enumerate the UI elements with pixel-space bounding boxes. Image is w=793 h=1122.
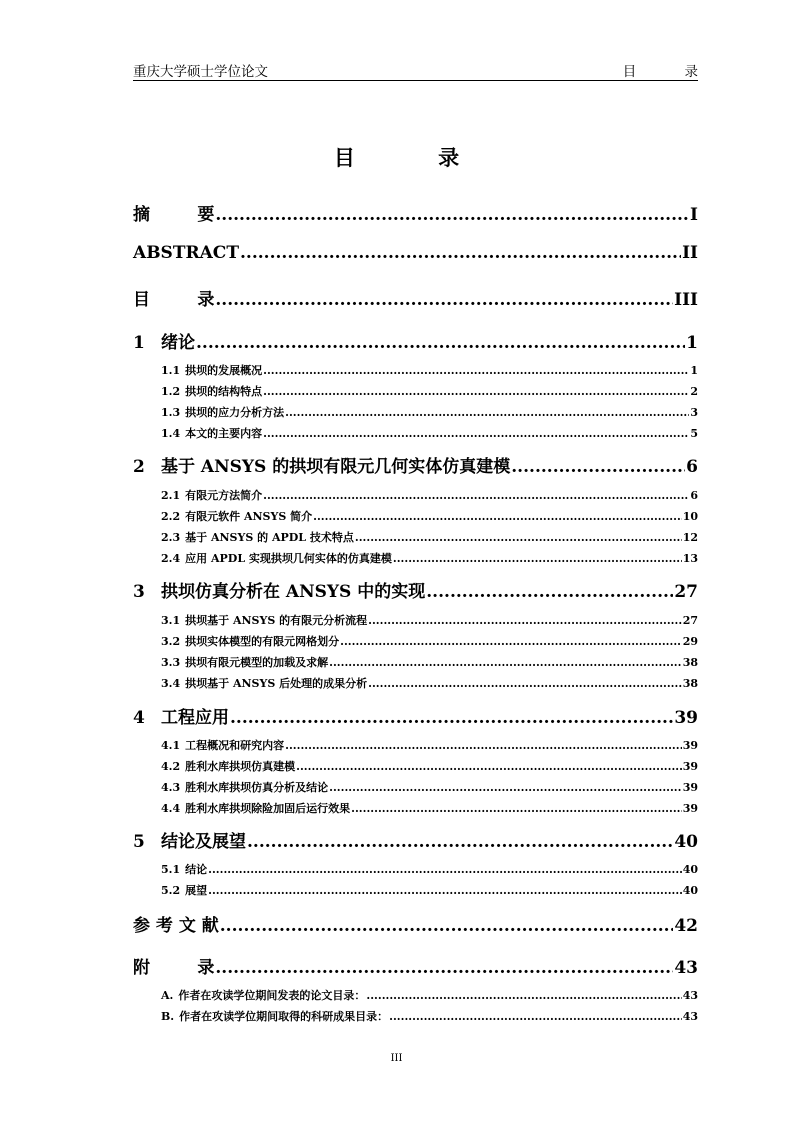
toc-dot-leader xyxy=(215,958,673,978)
toc-dot-leader xyxy=(285,739,682,752)
toc-entry-page: 6 xyxy=(686,457,698,477)
toc-chapter-entry[interactable] xyxy=(133,200,698,225)
toc-dot-leader xyxy=(208,863,682,876)
toc-dot-leader xyxy=(230,708,673,728)
header-thesis-title: 重庆大学硕士学位论文 xyxy=(133,64,268,80)
toc-entry-page: 1 xyxy=(690,364,698,377)
toc-dot-leader xyxy=(329,656,682,669)
toc-entry-label: 胜利水库拱坝仿真分析及结论 xyxy=(185,781,329,794)
toc-chapter-entry[interactable] xyxy=(133,452,698,477)
toc-section-entry[interactable] xyxy=(133,882,698,898)
toc-section-entry[interactable] xyxy=(133,362,698,378)
toc-entry-number: 2.4 xyxy=(161,552,181,565)
toc-chapter-entry[interactable] xyxy=(133,911,698,936)
toc-entry-number: 3.2 xyxy=(161,635,181,648)
toc-entry-page: 43 xyxy=(682,989,698,1002)
toc-entry-label: 拱坝基于 ANSYS 后处理的成果分析 xyxy=(185,677,368,690)
toc-entry-number: 1 xyxy=(133,333,145,353)
toc-section-entry[interactable] xyxy=(133,1008,698,1024)
toc-entry-label: 有限元方法简介 xyxy=(185,489,263,502)
toc-entry-page: 29 xyxy=(682,635,698,648)
toc-dot-leader xyxy=(263,427,689,440)
toc-dot-leader xyxy=(220,916,674,936)
toc-entry-number: 5 xyxy=(133,832,145,852)
toc-section-entry[interactable] xyxy=(133,987,698,1003)
toc-section-entry[interactable] xyxy=(133,737,698,753)
toc-chapter-entry[interactable] xyxy=(133,827,698,852)
toc-entry-number: 1.4 xyxy=(161,427,181,440)
toc-dot-leader xyxy=(263,364,689,377)
toc-entry-label: 绪论 xyxy=(161,333,195,353)
toc-entry-label: 目 录 xyxy=(133,290,215,310)
toc-entry-label: 展望 xyxy=(185,884,208,897)
toc-entry-number: 4.2 xyxy=(161,760,181,773)
toc-entry-label: 结论及展望 xyxy=(161,832,246,852)
toc-entry-page: 27 xyxy=(682,614,698,627)
toc-dot-leader xyxy=(215,205,689,225)
toc-dot-leader xyxy=(215,290,673,310)
toc-entry-number: 4 xyxy=(133,708,145,728)
toc-entry-page: 3 xyxy=(690,406,698,419)
toc-section-entry[interactable] xyxy=(133,675,698,691)
toc-entry-label: 基于 ANSYS 的拱坝有限元几何实体仿真建模 xyxy=(161,457,511,477)
toc-entry-page: 6 xyxy=(690,489,698,502)
toc-dot-leader xyxy=(393,552,682,565)
toc-dot-leader xyxy=(329,781,682,794)
toc-entry-number: 1.3 xyxy=(161,406,181,419)
toc-dot-leader xyxy=(208,884,682,897)
toc-section-entry[interactable] xyxy=(133,404,698,420)
toc-entry-page: 43 xyxy=(674,958,698,978)
toc-section-entry[interactable] xyxy=(133,758,698,774)
toc-entry-number: 3.1 xyxy=(161,614,181,627)
toc-entry-page: 27 xyxy=(674,582,698,602)
toc-chapter-entry[interactable] xyxy=(133,953,698,978)
toc-dot-leader xyxy=(196,333,685,353)
toc-entry-label: 拱坝的结构特点 xyxy=(185,385,263,398)
toc-entry-number: 3.4 xyxy=(161,677,181,690)
toc-entry-label: 拱坝有限元模型的加载及求解 xyxy=(185,656,329,669)
toc-section-entry[interactable] xyxy=(133,654,698,670)
toc-entry-number: 2.3 xyxy=(161,531,181,544)
toc-dot-leader xyxy=(247,832,673,852)
toc-section-entry[interactable] xyxy=(133,612,698,628)
toc-entry-label: 摘 要 xyxy=(133,205,215,225)
toc-entry-number: 1.2 xyxy=(161,385,181,398)
toc-entry-page: 40 xyxy=(682,884,698,897)
toc-dot-leader xyxy=(368,677,682,690)
toc-entry-label: 拱坝基于 ANSYS 的有限元分析流程 xyxy=(185,614,368,627)
toc-entry-label: 工程应用 xyxy=(161,708,229,728)
page-header xyxy=(133,58,720,81)
toc-entry-label: 工程概况和研究内容 xyxy=(185,739,285,752)
toc-entry-number: 5.1 xyxy=(161,863,181,876)
toc-entry-label: 参 考 文 献 xyxy=(133,916,219,936)
toc-dot-leader xyxy=(351,802,682,815)
toc-entry-number: 1.1 xyxy=(161,364,181,377)
toc-entry-page: 39 xyxy=(682,781,698,794)
toc-dot-leader xyxy=(355,531,682,544)
toc-entry-number: 4.1 xyxy=(161,739,181,752)
toc-section-entry[interactable] xyxy=(133,425,698,441)
toc-entry-page: III xyxy=(674,290,698,310)
toc-entry-label: 附 录 xyxy=(133,958,215,978)
toc-entry-label: 拱坝实体模型的有限元网格划分 xyxy=(185,635,340,648)
toc-entry-number: 2.2 xyxy=(161,510,181,523)
toc-entry-page: 39 xyxy=(682,802,698,815)
toc-dot-leader xyxy=(426,582,673,602)
toc-entry-label: 作者在攻读学位期间发表的论文目录： xyxy=(178,989,366,1002)
toc-entry-page: 39 xyxy=(682,760,698,773)
toc-dot-leader xyxy=(313,510,682,523)
toc-entry-page: 40 xyxy=(682,863,698,876)
toc-entry-label: 拱坝仿真分析在 ANSYS 中的实现 xyxy=(161,582,426,602)
toc-entry-number: 2.1 xyxy=(161,489,181,502)
toc-dot-leader xyxy=(368,614,682,627)
toc-section-entry[interactable] xyxy=(133,508,698,524)
toc-dot-leader xyxy=(285,406,689,419)
toc-entry-label: 拱坝的应力分析方法 xyxy=(185,406,285,419)
toc-entry-page: 13 xyxy=(682,552,698,565)
toc-entry-page: 2 xyxy=(690,385,698,398)
toc-dot-leader xyxy=(263,385,689,398)
toc-chapter-entry[interactable] xyxy=(133,285,698,310)
toc-chapter-entry[interactable] xyxy=(133,328,698,353)
toc-entry-label: 胜利水库拱坝仿真建模 xyxy=(185,760,296,773)
toc-entry-label: 有限元软件 ANSYS 简介 xyxy=(185,510,313,523)
toc-dot-leader xyxy=(366,989,681,1002)
toc-entry-page: 39 xyxy=(682,739,698,752)
toc-chapter-entry[interactable] xyxy=(133,703,698,728)
toc-entry-number: 4.4 xyxy=(161,802,181,815)
toc-entry-label: 本文的主要内容 xyxy=(185,427,263,440)
toc-entry-page: 10 xyxy=(682,510,698,523)
toc-entry-label: 作者在攻读学位期间取得的科研成果目录： xyxy=(179,1010,389,1023)
toc-entry-number: 3.3 xyxy=(161,656,181,669)
toc-entry-label: 胜利水库拱坝除险加固后运行效果 xyxy=(185,802,351,815)
toc-entry-page: I xyxy=(690,205,698,225)
toc-section-entry[interactable] xyxy=(133,779,698,795)
page-title: 目 录 xyxy=(333,145,498,170)
toc-section-entry[interactable] xyxy=(133,487,698,503)
toc-dot-leader xyxy=(389,1010,682,1023)
toc-entry-label: 拱坝的发展概况 xyxy=(185,364,263,377)
toc-dot-leader xyxy=(511,457,685,477)
toc-section-entry[interactable] xyxy=(133,861,698,877)
toc-entry-number: B. xyxy=(161,1010,175,1023)
toc-entry-number: A. xyxy=(161,989,174,1002)
toc-entry-page: 38 xyxy=(682,677,698,690)
toc-section-entry[interactable] xyxy=(133,800,698,816)
toc-entry-page: 12 xyxy=(682,531,698,544)
toc-dot-leader xyxy=(296,760,682,773)
toc-chapter-entry[interactable] xyxy=(133,577,698,602)
toc-section-entry[interactable] xyxy=(133,529,698,545)
toc-entry-number: 4.3 xyxy=(161,781,181,794)
toc-section-entry[interactable] xyxy=(133,383,698,399)
page-number: III xyxy=(390,1053,403,1064)
toc-entry-label: 基于 ANSYS 的 APDL 技术特点 xyxy=(185,531,354,544)
toc-entry-page: 40 xyxy=(674,832,698,852)
toc-entry-page: 1 xyxy=(686,333,698,353)
toc-entry-number: 5.2 xyxy=(161,884,181,897)
toc-section-entry[interactable] xyxy=(133,633,698,649)
toc-entry-number: 3 xyxy=(133,582,145,602)
toc-entry-page: 39 xyxy=(674,708,698,728)
toc-chapter-entry[interactable] xyxy=(133,243,698,265)
header-section-title: 目 录 xyxy=(622,64,720,80)
toc-dot-leader xyxy=(340,635,682,648)
toc-entry-page: 38 xyxy=(682,656,698,669)
toc-entry-page: 43 xyxy=(682,1010,698,1023)
toc-entry-page: 42 xyxy=(674,916,698,936)
toc-dot-leader xyxy=(263,489,689,502)
toc-dot-leader xyxy=(240,243,681,263)
toc-entry-number: 2 xyxy=(133,457,145,477)
toc-entry-page: 5 xyxy=(690,427,698,440)
toc-entry-label: 结论 xyxy=(185,863,208,876)
toc-entry-label: 应用 APDL 实现拱坝几何实体的仿真建模 xyxy=(185,552,392,565)
toc-entry-page: II xyxy=(682,243,698,263)
toc-section-entry[interactable] xyxy=(133,550,698,566)
toc-entry-label: ABSTRACT xyxy=(133,243,239,263)
